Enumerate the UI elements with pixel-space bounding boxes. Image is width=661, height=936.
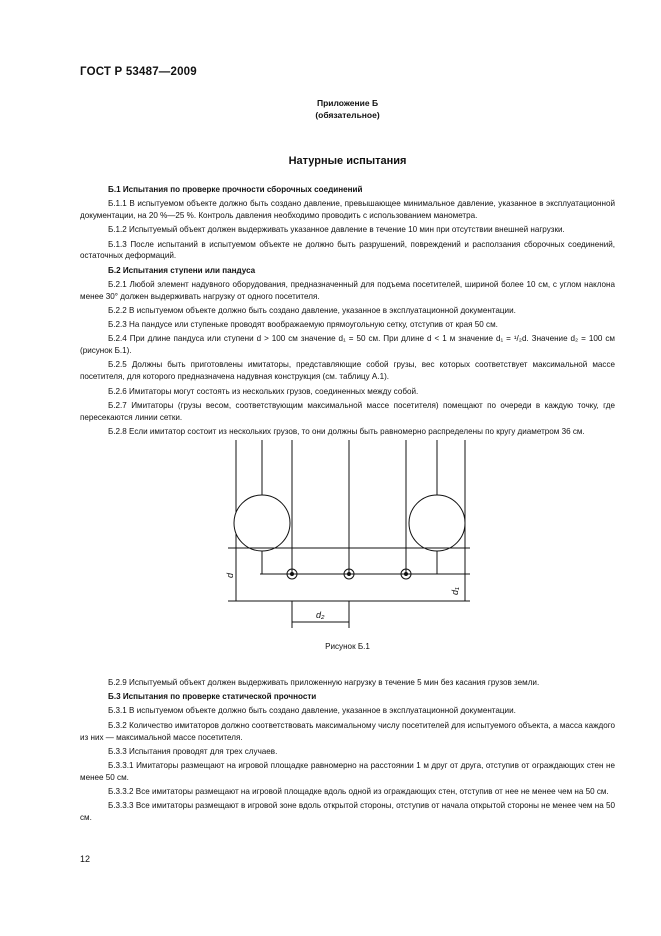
- label-d: d: [225, 572, 235, 578]
- paragraph: Б.2.9 Испытуемый объект должен выдерживать приложенную нагрузку в течение 5 мин без касания грузов земли.: [108, 678, 540, 687]
- paragraph: Б.3.1 В испытуемом объекте должно быть создано давление, указанное в эксплуатационной документации.: [108, 706, 516, 716]
- paragraph: Б.2.1 Любой элемент надувного оборудования, предназначенный для подъема посетителей, шириной более 10 см, с углом наклона менее 30° должен выдерживать нагрузку от одного посетителя.: [80, 279, 615, 301]
- label-d1: d₁: [450, 587, 460, 595]
- weight-circle-right: [409, 495, 465, 551]
- paragraph: Б.2.4 При длине пандуса или ступени d > 100 см значение d₁ = 50 см. При длине d < 1 м значение d₁ = ¹/₂d. Значение d₂ = 100 см (рисунок Б.1).: [80, 334, 615, 356]
- paragraph: Б.2.8 Если имитатор состоит из нескольких грузов, то они должны быть равномерно распределены по кругу диаметром 36 см.: [108, 426, 585, 436]
- paragraph: Б.3.3.3 Все имитаторы размещают в игровой зоне вдоль открытой стороны, отступив от начала открытой стороны не менее чем на 50 см.: [80, 801, 615, 823]
- weight-circle-left: [234, 495, 290, 551]
- load-point-center: [291, 573, 294, 576]
- section-heading: Б.2 Испытания ступени или пандуса: [108, 265, 256, 275]
- text-block-2: [80, 677, 615, 826]
- paragraph: Б.2.2 В испытуемом объекте должно быть создано давление, указанное в эксплуатационной документации.: [108, 305, 516, 315]
- paragraph: Б.3.2 Количество имитаторов должно соответствовать максимальному числу посетителей для испытуемого объекта, а масса каждого из них — максимальной массе посетителя.: [80, 720, 615, 742]
- figure-caption: Рисунок Б.1: [325, 642, 370, 651]
- paragraph: Б.1.1 В испытуемом объекте должно быть создано давление, превышающее минимальное давление, указанное в эксплуатационной документации, на 20 %—25 %. Контроль давления необходимо проводить с использованием манометра.: [80, 199, 615, 221]
- section-title: Натурные испытания: [288, 155, 407, 167]
- paragraph: Б.2.6 Имитаторы могут состоять из нескольких грузов, соединенных между собой.: [108, 386, 419, 396]
- paragraph: Б.1.2 Испытуемый объект должен выдерживать указанное давление в течение 10 мин при отсутствии внешней нагрузки.: [108, 225, 565, 235]
- paragraph: Б.2.7 Имитаторы (грузы весом, соответствующим максимальной массе посетителя) помещают по очереди в каждую точку, где пересекаются линии сетки.: [80, 400, 615, 422]
- section-heading: Б.3 Испытания по проверке статической прочности: [108, 692, 317, 702]
- load-point-center: [348, 573, 351, 576]
- appendix-status: (обязательное): [315, 109, 380, 120]
- section-heading: Б.1 Испытания по проверке прочности сборочных соединений: [108, 185, 363, 194]
- paragraph: Б.1.3 После испытаний в испытуемом объекте не должно быть разрушений, повреждений и расползания сборочных соединений, остаточных деформаций.: [80, 239, 615, 261]
- load-point-center: [405, 573, 408, 576]
- paragraph: Б.2.3 На пандусе или ступеньке проводят воображаемую прямоугольную сетку, отступив от края 50 см.: [108, 320, 498, 330]
- page-number: 12: [80, 854, 91, 864]
- label-d2: d₂: [316, 610, 325, 620]
- paragraph: Б.3.3.1 Имитаторы размещают на игровой площадке равномерно на расстоянии 1 м друг от друга, отступив от ограждающих стен не менее 50 см.: [80, 760, 615, 782]
- paragraph: Б.3.3.2 Все имитаторы размещают на игровой площадке вдоль одной из ограждающих стен, отступив от нее не менее чем на 50 см.: [108, 787, 609, 797]
- appendix-label: Приложение Б: [316, 98, 379, 108]
- document-code: ГОСТ Р 53487—2009: [80, 66, 197, 78]
- paragraph: Б.2.5 Должны быть приготовлены имитаторы, представляющие собой грузы, вес которых соответствует максимальной массе посетителя, для которого предназначена надувная конструкция (см. таблицу А.1).: [80, 360, 615, 382]
- paragraph: Б.3.3 Испытания проводят для трех случаев.: [108, 746, 278, 756]
